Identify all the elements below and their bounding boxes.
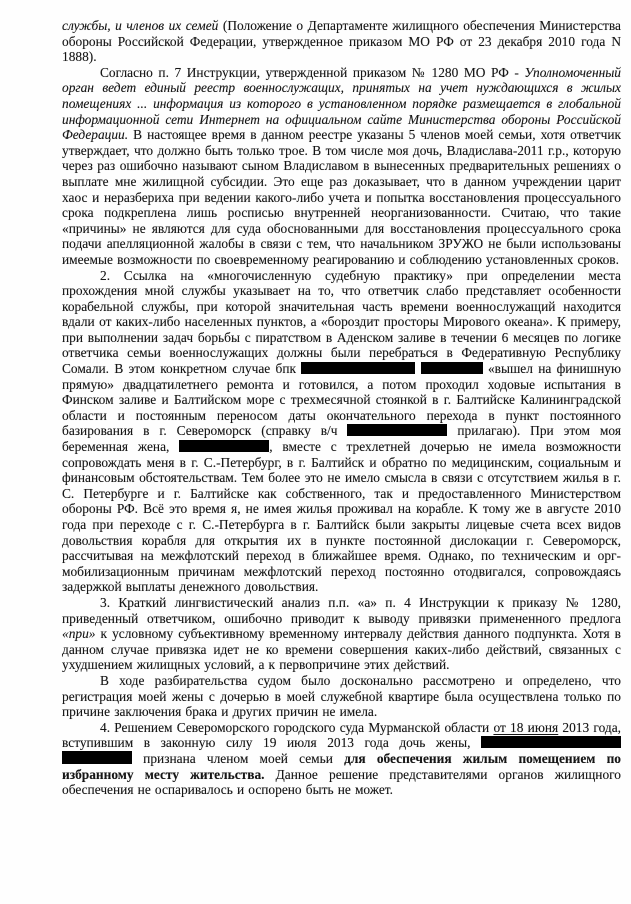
text-segment-italic: Уполномоченный орган ведет единый реестр военнослужащих, принятых на учет нуждающихся в жилых помещениях ... информация из которого в установленном порядке размещается в глобальной информационной сети Интернет на официальном сайте Министерства обороны Российской Федерации. [62, 64, 621, 143]
redaction-bar [301, 362, 415, 375]
document-body [62, 18, 621, 798]
text-segment-normal: 3. Краткий лингвистический анализ п.п. «а» п. 4 Инструкции к приказу № 1280, приведенный ответчиком, ошибочно приводит к выводу привязки примененного предлога [62, 594, 621, 626]
redaction-bar [62, 751, 132, 764]
paragraph-point-4 [62, 720, 621, 798]
text-segment-normal: (Положение о Департаменте жилищного обеспечения Министерства обороны Российской Федерации, утвержденное приказом МО РФ от 23 декабря 2010 года N 1888). [62, 18, 621, 65]
text-segment-normal: 2. Ссылка на «многочисленную судебную практику» при определении места прохождения мной службы указывает на то, что ответчик слабо представляет особенности корабельной службы, при которой значительная часть времени военнослужащий находится вдали от каких-либо населенных пунктов, а «бороздит просторы Мирового океана». К примеру, при выполнении задач борьбы с пиратством в Аденском заливе в течении 6 месяцев по логике ответчика семьи военнослужащих должны были перебраться в Федеративную Республику Сомали. В этом конкретном случае бпк [62, 267, 621, 377]
text-segment-normal: Согласно п. 7 Инструкции, утвержденной приказом № 1280 МО РФ - [100, 64, 525, 80]
text-segment-normal: В ходе разбирательства судом было досконально рассмотрено и определено, что регистрация моей жены с дочерью в моей служебной квартире была осуществлена только по причине заключения брака и других причин не имела. [62, 672, 621, 720]
redaction-bar [481, 736, 621, 749]
paragraph-point-2 [62, 268, 621, 595]
redaction-bar [347, 424, 447, 437]
text-segment-underline: от 18 июня [493, 719, 559, 735]
paragraph-court-finding [62, 673, 621, 720]
text-segment-normal: «вышел на финишную прямую» двадцатилетнего ремонта и готовился, а потом проходил ходовые испытания в Финском заливе и Балтийском море с трехмесячной стоянкой в г. Балтийске Калининградской области и постоянным переносом даты окончательного перехода в пункт постоянного базирования в г. Североморск (справку в/ч [62, 361, 621, 439]
text-segment-normal: к условному субъективному временному интервалу действия данного подпункта. Хотя в данном случае привязка идет не ко времени совершения каких-либо действий, связанных с ухудшением жилищных условий, а к первопричине этих действий. [62, 626, 621, 673]
text-segment-normal: признана членом моей семьи [132, 750, 345, 766]
text-segment-bold: для обеспечения жилым помещением по избранному месту жительства. [62, 750, 621, 782]
text-segment-normal: , вместе с трехлетней дочерью не имела возможности сопровождать меня в г. С.-Петербург, в г. Балтийск и обратно по медицинским, социальным и финансовым обстоятельствам. Тем более это не имело смысла в связи с отсутствием жилья в г. С. Петербурге и г. Балтийске как собственного, так и предоставленного Министерством обороны РФ. Всё это время я, не имея жилья проживал на корабле. К тому же в августе 2010 года при переходе с г. С.-Петербурга в г. Балтийск были закрыты лицевые счета всех видов довольствия корабля для открытия их в пункте постоянной дислокации г. Североморск, рассчитывая на межфлотский переход в ближайшее время. Однако, по техническим и орг-мобилизационным причинам межфлотский переход постоянно отодвигался, сопровождаясь задержкой выплаты денежного довольствия. [62, 439, 621, 595]
paragraph-instruction-quote [62, 65, 621, 268]
redaction-bar [421, 362, 483, 375]
text-segment-italic: «при» [62, 626, 96, 642]
text-segment-normal: В настоящее время в данном реестре указаны 5 членов моей семьи, хотя ответчик утверждает, что должно быть только трое. В том числе моя дочь, Владислава-2011 г.р., которую через раз ошибочно называют сыном Владиславом в вынесенных предварительных решениях о выплате мне жилищной субсидии. Это еще раз доказывает, что в данном учреждении царит хаос и неразбериха при ведении какого-либо учета и попытка восстановления процессуального срока подкреплена лишь росписью внутренней неорганизованности. Считаю, что такие «причины» не являются для суда обоснованными для восстановления процессуального срока подачи апелляционной жалобы в связи с тем, что начальником ЗРУЖО не были использованы имеемые возможности по своевременному реагированию и соблюдению установленных сроков. [62, 127, 621, 267]
paragraph-intro-continuation [62, 18, 621, 65]
text-segment-normal: 2013 года, вступившим в законную силу 19 июля 2013 года дочь жены, [62, 719, 622, 751]
text-segment-italic: службы, и членов их семей [62, 18, 223, 33]
paragraph-point-3 [62, 595, 621, 673]
text-segment-normal: прилагаю). При этом моя беременная жена, [62, 423, 621, 455]
text-segment-normal: 4. Решением Североморского городского суда Мурманской области [100, 719, 494, 735]
redaction-bar [179, 440, 269, 453]
text-segment-normal: Данное решение представителями органов жилищного обеспечения не оспаривалось и оспорено быть не может. [62, 766, 621, 798]
